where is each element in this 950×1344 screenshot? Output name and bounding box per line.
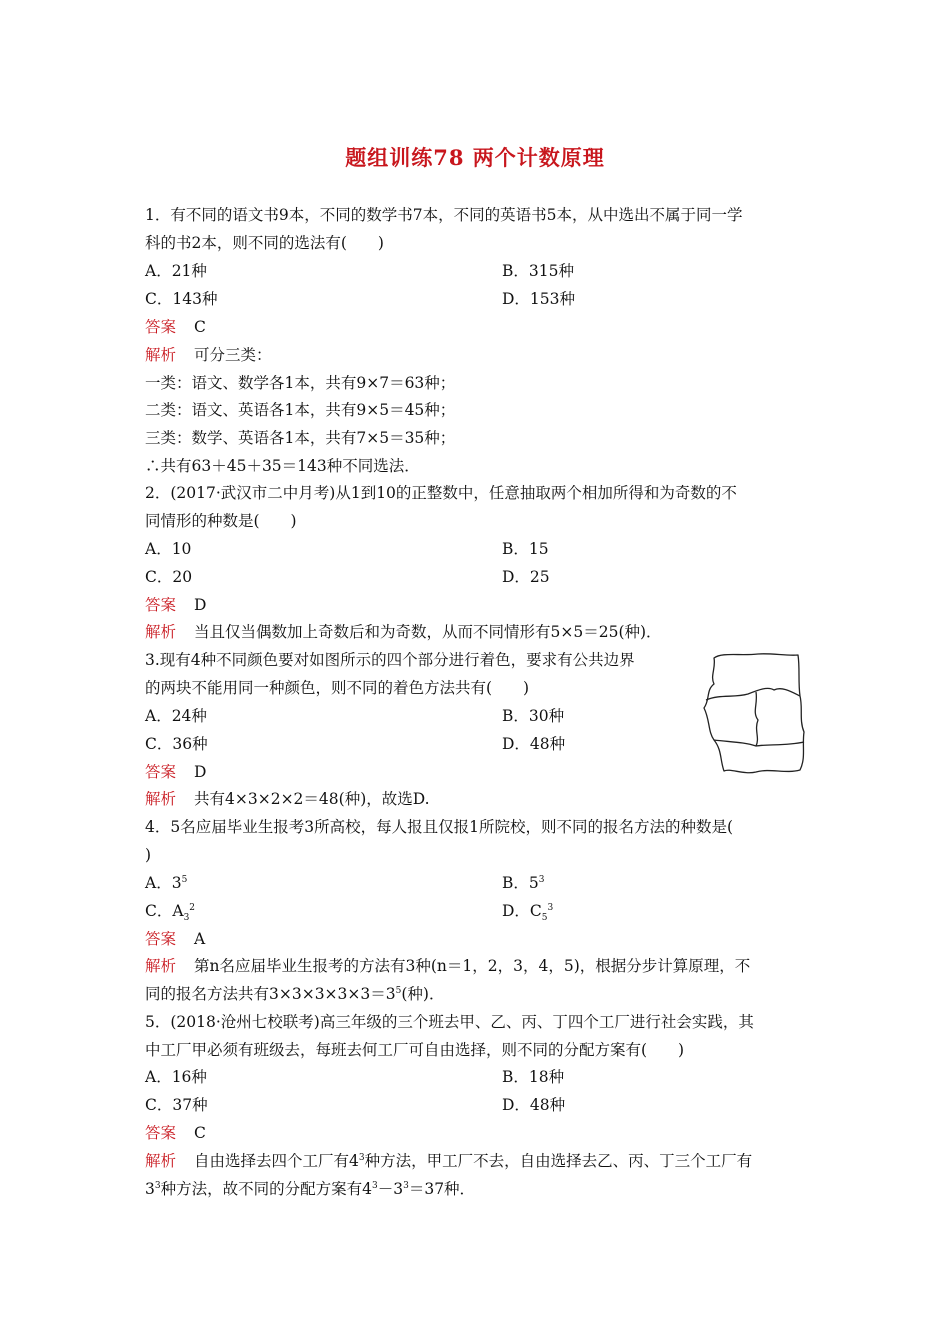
q1-option-c: C．143种 — [145, 290, 218, 308]
q3-option-b: B．30种 — [502, 707, 565, 725]
q3-answer — [145, 762, 206, 782]
analysis-text: 可分三类： — [194, 346, 272, 364]
q3-option-a: A．24种 — [145, 707, 207, 725]
q1-step-1: 一类：语文、数学各1本，共有9×7＝63种； — [145, 374, 456, 392]
q4-option-b: B．$5^3$ — [502, 874, 545, 892]
answer-value: C — [194, 318, 206, 336]
q1-stem-line1: 1．有不同的语文书9本，不同的数学书7本，不同的英语书5本，从中选出不属于同一学 — [145, 206, 743, 224]
map-outline — [704, 654, 804, 773]
q1-analysis — [145, 345, 272, 365]
q5-option-b: B．18种 — [502, 1068, 565, 1086]
q2-stem-line2: 同情形的种数是( ) — [145, 512, 297, 530]
q3-stem-line2: 的两块不能用同一种颜色，则不同的着色方法共有( ) — [145, 679, 530, 697]
q1-stem-line2: 科的书2本，则不同的选法有( ) — [145, 234, 384, 252]
answer-label: 答案 — [145, 596, 177, 614]
q5-stem-line1: 5．(2018·沧州七校联考)高三年级的三个班去甲、乙、丙、丁四个工厂进行社会实践，其 — [145, 1013, 754, 1031]
q3-option-d: D．48种 — [502, 735, 566, 753]
q2-stem-line1: 2．(2017·武汉市二中月考)从1到10的正整数中，任意抽取两个相加所得和为奇数的不 — [145, 484, 737, 502]
q4-option-c: C．$A_3^2$ — [145, 902, 196, 924]
answer-value: A — [194, 930, 206, 948]
q4-stem-line2: ) — [145, 846, 152, 864]
q1-option-d: D．153种 — [502, 290, 576, 308]
q1-option-a: A．21种 — [145, 262, 207, 280]
q2-option-a: A．10 — [145, 540, 192, 558]
q2-option-d: D．25 — [502, 568, 550, 586]
answer-value: D — [194, 596, 207, 614]
analysis-text: 第n名应届毕业生报考的方法有3种(n＝1，2，3，4，5)，根据分步计算原理，不 — [194, 957, 751, 975]
analysis-text: 当且仅当偶数加上奇数后和为奇数，从而不同情形有5×5＝25(种)． — [194, 623, 662, 641]
q1-option-b: B．315种 — [502, 262, 574, 280]
map-bottom-boundary — [714, 740, 804, 746]
q4-option-a: A．$3^5$ — [145, 874, 188, 892]
answer-value: C — [194, 1124, 206, 1142]
answer-label: 答案 — [145, 318, 177, 336]
answer-value: D — [194, 763, 207, 781]
q4-stem-line1: 4．5名应届毕业生报考3所高校，每人报且仅报1所院校，则不同的报名方法的种数是( — [145, 818, 733, 836]
q5-stem-line2: 中工厂甲必须有班级去，每班去何工厂可自由选择，则不同的分配方案有( ) — [145, 1041, 685, 1059]
q4-analysis-line2: 同的报名方法共有$3\times 3\times 3\times 3\times 3=3^5$(种)． — [145, 985, 445, 1003]
q2-option-b: B．15 — [502, 540, 549, 558]
answer-label: 答案 — [145, 930, 177, 948]
q5-option-c: C．37种 — [145, 1096, 208, 1114]
q4-analysis — [145, 956, 750, 976]
q4-answer — [145, 929, 205, 949]
map-middle-boundary — [755, 692, 758, 746]
q1-step-4: ∴共有63＋45＋35＝143种不同选法． — [145, 457, 420, 475]
q5-option-d: D．48种 — [502, 1096, 566, 1114]
q1-step-2: 二类：语文、英语各1本，共有9×5＝45种； — [145, 401, 456, 419]
page-title: 题组训练78 两个计数原理 — [345, 145, 605, 170]
q5-analysis-line2: $3^3$种方法，故不同的分配方案有$4^3-3^3=37$种． — [145, 1180, 476, 1198]
q3-option-c: C．36种 — [145, 735, 208, 753]
q2-answer — [145, 595, 206, 615]
analysis-label: 解析 — [145, 346, 177, 364]
analysis-label: 解析 — [145, 957, 177, 975]
map-top-boundary — [706, 688, 800, 700]
q5-analysis: 解析 自由选择去四个工厂有$4^3$种方法，甲工厂不去，自由选择去乙、丙、丁三个工厂有 — [145, 1152, 753, 1170]
q1-step-3: 三类：数学、英语各1本，共有7×5＝35种； — [145, 429, 456, 447]
q2-analysis — [145, 622, 662, 642]
q3-analysis — [145, 789, 430, 809]
analysis-label: 解析 — [145, 1152, 177, 1170]
analysis-label: 解析 — [145, 623, 177, 641]
q5-option-a: A．16种 — [145, 1068, 207, 1086]
answer-label: 答案 — [145, 1124, 177, 1142]
q2-option-c: C．20 — [145, 568, 193, 586]
four-region-map-figure — [700, 650, 810, 778]
q3-stem-line1: 3.现有4种不同颜色要对如图所示的四个部分进行着色，要求有公共边界 — [145, 651, 635, 669]
q5-answer — [145, 1123, 206, 1143]
analysis-label: 解析 — [145, 790, 177, 808]
analysis-text: 共有4×3×2×2＝48(种)，故选D. — [194, 790, 430, 808]
q4-option-d: D．$C_5^3$ — [502, 902, 554, 924]
answer-label: 答案 — [145, 763, 177, 781]
q1-answer — [145, 317, 206, 337]
